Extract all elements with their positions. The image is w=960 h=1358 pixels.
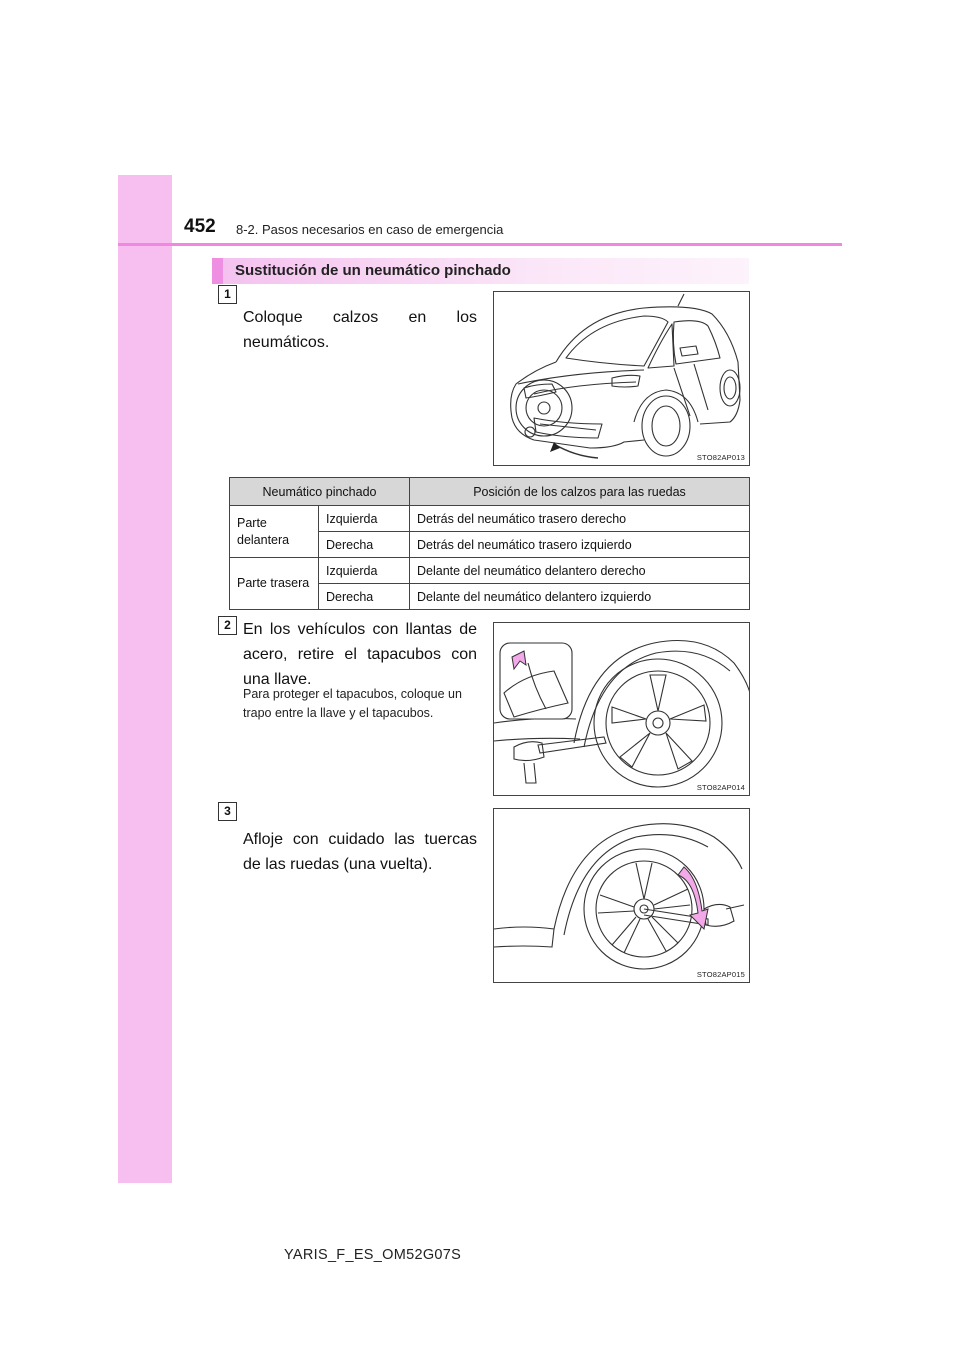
header-rule bbox=[118, 243, 842, 246]
figure-remove-wheel-cover bbox=[493, 622, 750, 796]
table-group-front: Parte delantera bbox=[230, 506, 319, 558]
table-row bbox=[230, 558, 750, 584]
table-header-chock-position: Posición de los calzos para las ruedas bbox=[410, 478, 750, 506]
wheel-chock-table bbox=[229, 477, 750, 610]
figure-code: STO82AP014 bbox=[696, 783, 745, 792]
table-cell-position: Detrás del neumático trasero derecho bbox=[410, 506, 750, 532]
running-header: 8-2. Pasos necesarios en caso de emergencia bbox=[236, 222, 504, 237]
table-group-rear: Parte trasera bbox=[230, 558, 319, 610]
page-number: 452 bbox=[184, 216, 216, 237]
figure-wheel-chocks bbox=[493, 291, 750, 466]
step-3-text: Afloje con cuidado las tuercas de las ruedas (una vuelta). bbox=[243, 831, 477, 873]
car-front-illustration bbox=[494, 292, 750, 466]
step-2-text: En los vehículos con llantas de acero, retire el tapacubos con una llave. bbox=[243, 621, 477, 688]
step-2-number: 2 bbox=[218, 616, 237, 635]
section-heading-bar bbox=[212, 258, 749, 284]
figure-loosen-wheel-nuts bbox=[493, 808, 750, 983]
step-1-number: 1 bbox=[218, 285, 237, 304]
table-cell-side: Derecha bbox=[319, 532, 410, 558]
table-row bbox=[230, 506, 750, 532]
table-header-flat-tire: Neumático pinchado bbox=[230, 478, 410, 506]
table-cell-side: Derecha bbox=[319, 584, 410, 610]
table-cell-position: Delante del neumático delantero derecho bbox=[410, 558, 750, 584]
figure-code: STO82AP015 bbox=[696, 970, 745, 979]
table-cell-side: Izquierda bbox=[319, 558, 410, 584]
step-2-note: Para proteger el tapacubos, coloque un trapo entre la llave y el tapacubos. bbox=[243, 687, 462, 720]
figure-code: STO82AP013 bbox=[696, 453, 745, 462]
section-title: Sustitución de un neumático pinchado bbox=[235, 262, 511, 279]
step-3-number: 3 bbox=[218, 802, 237, 821]
side-color-band bbox=[118, 175, 172, 1183]
table-cell-position: Delante del neumático delantero izquierdo bbox=[410, 584, 750, 610]
step-1-text: Coloque calzos en los neumáticos. bbox=[243, 309, 477, 351]
table-cell-position: Detrás del neumático trasero izquierdo bbox=[410, 532, 750, 558]
table-cell-side: Izquierda bbox=[319, 506, 410, 532]
table-header-row bbox=[230, 478, 750, 506]
footer-document-code: YARIS_F_ES_OM52G07S bbox=[284, 1247, 462, 1263]
wheel-cover-illustration bbox=[494, 623, 750, 796]
loosen-nuts-illustration bbox=[494, 809, 750, 983]
